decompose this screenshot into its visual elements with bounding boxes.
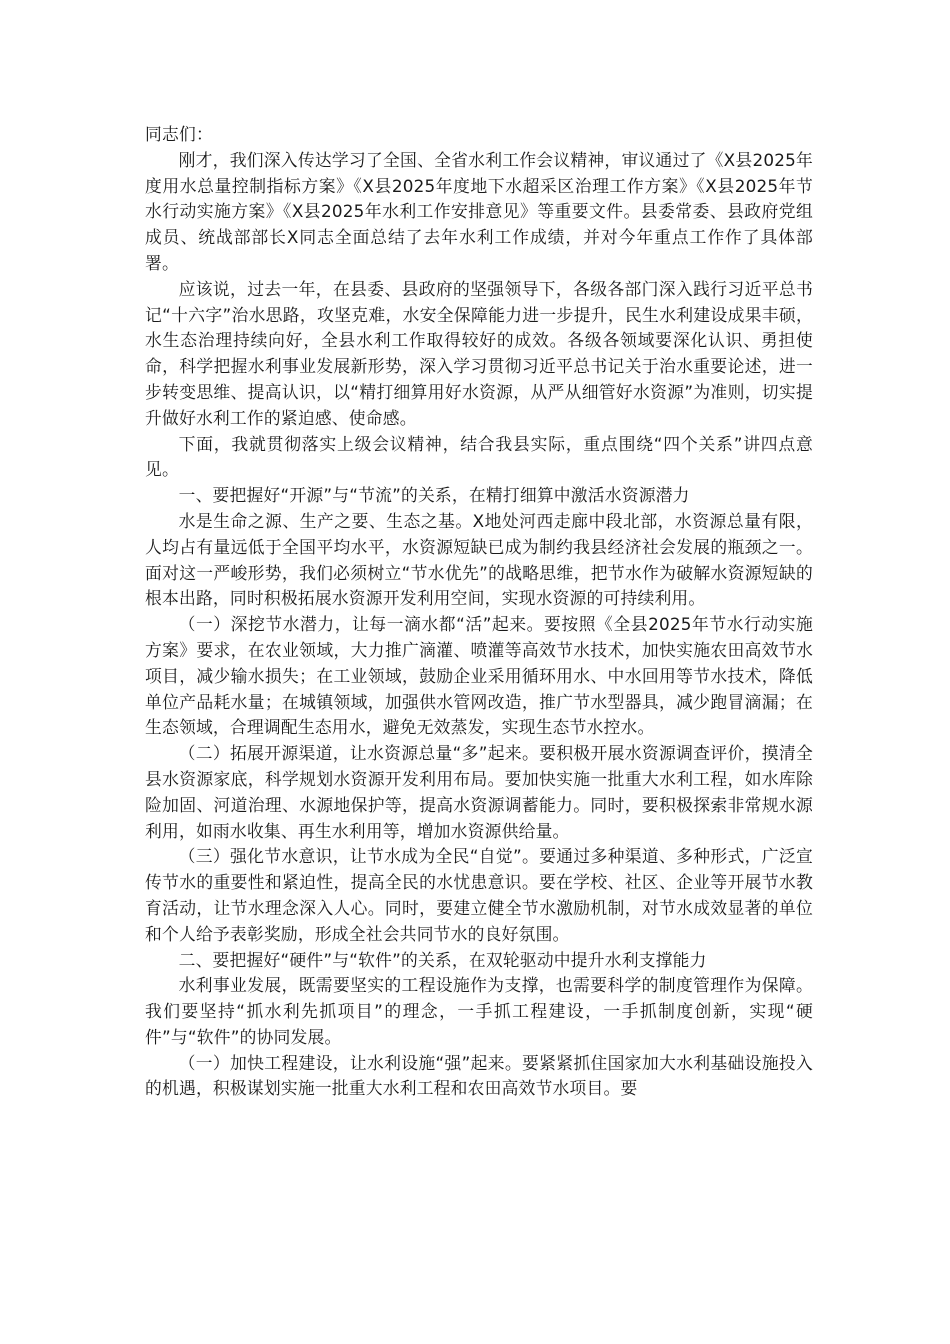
paragraph-section-1-item-3: （三）强化节水意识，让节水成为全民“自觉”。要通过多种渠道、多种形式，广泛宣传节水的重要性和紧迫性，提高全民的水忧患意识。要在学校、社区、企业等开展节水教育活动，让节水理念深入人心。同时，要建立健全节水激励机制，对节水成效显著的单位和个人给予表彰奖励，形成全社会共同节水的良好氛围。 xyxy=(145,846,813,944)
paragraph-section-2-intro: 水利事业发展，既需要坚实的工程设施作为支撑，也需要科学的制度管理作为保障。我们要坚持“抓水利先抓项目”的理念，一手抓工程建设，一手抓制度创新，实现“硬件”与“软件”的协同发展。 xyxy=(145,975,813,1047)
section-heading-2: 二、要把握好“硬件”与“软件”的关系，在双轮驱动中提升水利支撑能力 xyxy=(178,949,707,970)
paragraph-section-1-item-2: （二）拓展开源渠道，让水资源总量“多”起来。要积极开展水资源调查评价，摸清全县水资源家底，科学规划水资源开发利用布局。要加快实施一批重大水利工程，如水库除险加固、河道治理、水源地保护等，提高水资源调蓄能力。同时，要积极探索非常规水源利用，如雨水收集、再生水利用等，增加水资源供给量。 xyxy=(145,743,813,841)
document-body xyxy=(145,122,813,1102)
paragraph-section-1-item-1: （一）深挖节水潜力，让每一滴水都“活”起来。要按照《全县2025年节水行动实施方案》要求，在农业领域，大力推广滴灌、喷灌等高效节水技术，加快实施农田高效节水项目，减少输水损失；在工业领域，鼓励企业采用循环用水、中水回用等节水技术，降低单位产品耗水量；在城镇领域，加强供水管网改造，推广节水型器具，减少跑冒滴漏；在生态领域，合理调配生态用水，避免无效蒸发，实现生态节水控水。 xyxy=(145,614,813,738)
greeting: 同志们： xyxy=(145,124,213,144)
paragraph-review: 应该说，过去一年，在县委、县政府的坚强领导下，各级各部门深入践行习近平总书记“十六字”治水思路，攻坚克难，水安全保障能力进一步提升，民生水利建设成果丰硕，水生态治理持续向好，全县水利工作取得较好的成效。各级各领域要深化认识、勇担使命，科学把握水利事业发展新形势，深入学习贯彻习近平总书记关于治水重要论述，进一步转变思维、提高认识，以“精打细算用好水资源，从严从细管好水资源”为准则，切实提升做好水利工作的紧迫感、使命感。 xyxy=(145,278,813,428)
paragraph-section-2-item-1: （一）加快工程建设，让水利设施“强”起来。要紧紧抓住国家加大水利基础设施投入的机遇，积极谋划实施一批重大水利工程和农田高效节水项目。要 xyxy=(145,1052,813,1099)
paragraph-intro: 刚才，我们深入传达学习了全国、全省水利工作会议精神，审议通过了《X县2025年度用水总量控制指标方案》《X县2025年度地下水超采区治理工作方案》《X县2025年节水行动实施方案》《X县2025年水利工作安排意见》等重要文件。县委常委、县政府党组成员、统战部部长X同志全面总结了去年水利工作成绩，并对今年重点工作作了具体部署。 xyxy=(145,149,813,273)
section-heading-1: 一、要把握好“开源”与“节流”的关系，在精打细算中激活水资源潜力 xyxy=(178,485,690,506)
paragraph-outline: 下面，我就贯彻落实上级会议精神，结合我县实际，重点围绕“四个关系”讲四点意见。 xyxy=(145,433,813,480)
paragraph-section-1-intro: 水是生命之源、生产之要、生态之基。X地处河西走廊中段北部，水资源总量有限，人均占有量远低于全国平均水平，水资源短缺已成为制约我县经济社会发展的瓶颈之一。面对这一严峻形势，我们必须树立“节水优先”的战略思维，把节水作为破解水资源短缺的根本出路，同时积极拓展水资源开发利用空间，实现水资源的可持续利用。 xyxy=(145,510,813,609)
